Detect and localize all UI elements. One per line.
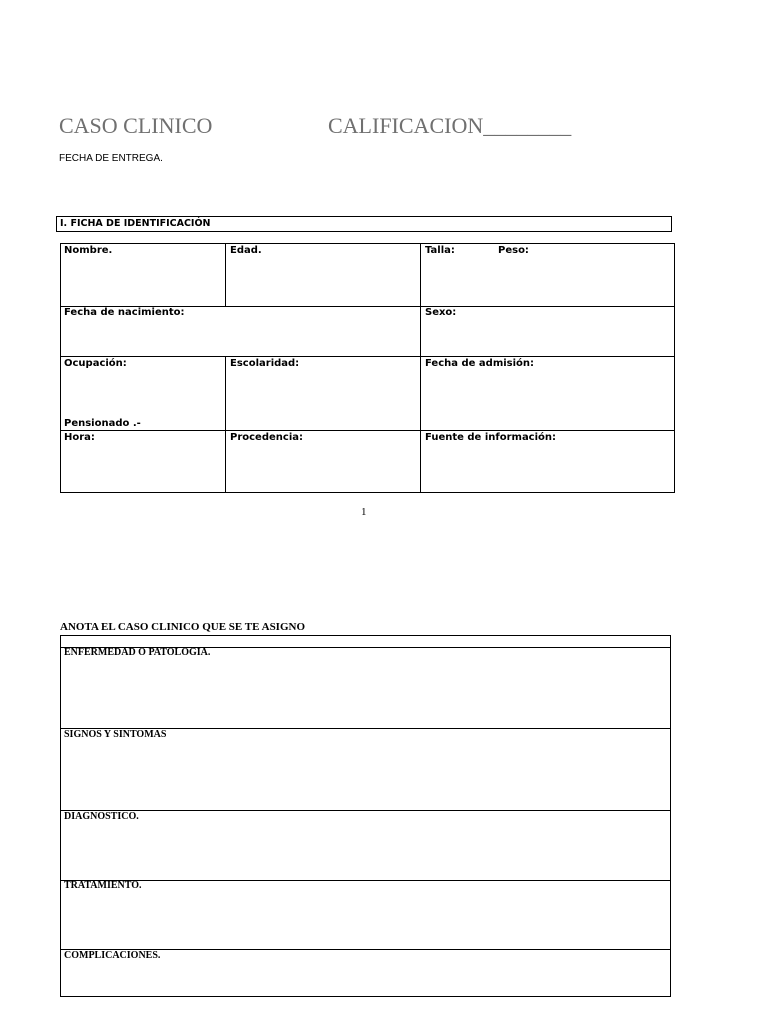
grade-field[interactable]: CALIFICACION________: [328, 113, 572, 138]
weight-field-label[interactable]: Peso:: [498, 245, 529, 256]
treatment-section-label[interactable]: TRATAMIENTO.: [64, 880, 142, 891]
table-row-divider: [60, 430, 675, 431]
disease-section-label[interactable]: ENFERMEDAD O PATOLOGIA.: [64, 647, 211, 658]
age-field-label[interactable]: Edad.: [230, 245, 262, 256]
info-source-field-label[interactable]: Fuente de información:: [425, 432, 557, 443]
identification-section-title: I. FICHA DE IDENTIFICACIÓN: [60, 218, 211, 229]
document-title: CASO CLINICO: [59, 113, 213, 138]
diagnosis-section-label[interactable]: DIAGNOSTICO.: [64, 811, 139, 822]
schooling-field-label[interactable]: Escolaridad:: [230, 358, 300, 369]
clinical-case-instruction: ANOTA EL CASO CLINICO QUE SE TE ASIGNO: [60, 621, 306, 633]
birth-date-field-label[interactable]: Fecha de nacimiento:: [64, 307, 185, 318]
page-number: 1: [361, 506, 367, 518]
delivery-date-label: FECHA DE ENTREGA.: [59, 153, 163, 164]
name-field-label[interactable]: Nombre.: [64, 245, 113, 256]
complications-section-label[interactable]: COMPLICACIONES.: [64, 950, 161, 961]
signs-symptoms-section-label[interactable]: SIGNOS Y SINTOMAS: [64, 729, 167, 740]
table-row-divider: [60, 356, 675, 357]
sex-field-label[interactable]: Sexo:: [425, 307, 457, 318]
retired-field-label[interactable]: Pensionado .-: [64, 418, 141, 429]
time-field-label[interactable]: Hora:: [64, 432, 95, 443]
clinical-case-table: [60, 635, 671, 997]
table-row-divider: [60, 880, 671, 881]
table-row-divider: [60, 810, 671, 811]
identification-table: [60, 243, 675, 493]
table-col-divider: [225, 243, 226, 306]
occupation-field-label[interactable]: Ocupación:: [64, 358, 127, 369]
height-field-label[interactable]: Talla:: [425, 245, 455, 256]
table-col-divider: [420, 243, 421, 493]
table-col-divider: [225, 356, 226, 493]
admission-date-field-label[interactable]: Fecha de admisión:: [425, 358, 535, 369]
origin-field-label[interactable]: Procedencia:: [230, 432, 304, 443]
identification-section-header: [56, 216, 672, 232]
